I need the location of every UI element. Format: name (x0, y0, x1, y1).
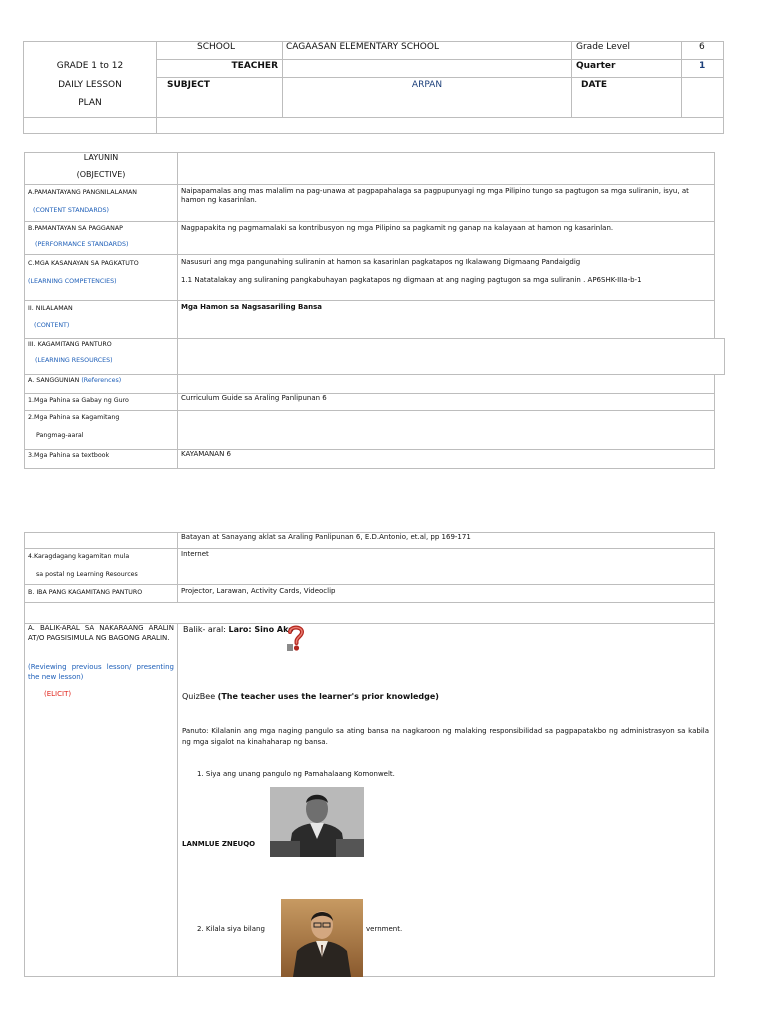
review-prefix: Balik- aral: (183, 625, 226, 634)
learning-resources-label: III. KAGAMITANG PANTURO (28, 341, 112, 348)
quiz-title: QuizBee (182, 692, 216, 701)
additional-materials-label: 4.Karagdagang kagamitan mula (28, 553, 130, 560)
references-label: A. SANGGUNIAN (28, 377, 80, 384)
textbook-label: 3.Mga Pahina sa textbook (28, 452, 110, 459)
learner-materials-value-cell (177, 410, 715, 450)
president-photo-2 (281, 899, 363, 977)
learning-competencies-label: C.MGA KASANAYAN SA PAGKATUTO (28, 260, 139, 267)
references-label-group (28, 377, 121, 385)
additional-materials-label2: sa postal ng Learning Resources (36, 571, 138, 578)
teacher-guide-value: Curriculum Guide sa Araling Panlipunan 6 (181, 394, 327, 402)
content-sublabel: (CONTENT) (34, 322, 70, 329)
content-standards-sublabel: (CONTENT STANDARDS) (33, 207, 109, 214)
references-value-cell (177, 374, 715, 394)
subject-label: SUBJECT (167, 80, 210, 90)
subject-value: ARPAN (411, 80, 443, 90)
content-label: II. NILALAMAN (28, 305, 73, 312)
plan-title-line1: GRADE 1 to 12 (56, 61, 124, 71)
blank-separator-row (24, 602, 715, 624)
additional-materials-value-cell (177, 548, 715, 585)
learning-competencies-value: Nasusuri ang mga pangunahing suliranin at hamon sa kasarinlan pagkatapos ng Ikalawang Digmaang Pandaigdig (181, 258, 581, 266)
learning-competencies-value2: 1.1 Natatalakay ang suliraning pangkabuhayan pagkatapos ng digmaan at ang naging pagtugon sa mga suliranin . AP6SHK-IIIa-b-1 (181, 276, 642, 284)
grade-label: Grade Level (576, 42, 631, 52)
review-title: Laro: Sino Ako (228, 625, 294, 634)
learner-materials-label: 2.Mga Pahina sa Kagamitang (28, 414, 120, 421)
procedure-content-cell (177, 623, 715, 977)
quiz-line (182, 692, 439, 702)
procedure-sublabel: (Reviewing previous lesson/ presenting the new lesson) (28, 663, 174, 681)
school-value: CAGAASAN ELEMENTARY SCHOOL (286, 42, 439, 52)
learner-materials-label2: Pangmag-aaral (36, 432, 84, 439)
objective-heading-line1: LAYUNIN (83, 153, 119, 162)
textbook-continued-label-cell (24, 532, 178, 549)
objective-heading-line2: (OBJECTIVE) (76, 170, 126, 179)
teacher-label: TEACHER (231, 61, 278, 71)
procedure-label: A. BALIK-ARAL SA NAKARAANG ARALIN AT/O PAGSISIMULA NG BAGONG ARALIN. (28, 624, 174, 642)
procedure-phase: (ELICIT) (44, 690, 72, 698)
grade-value: 6 (699, 42, 705, 52)
other-materials-value: Projector, Larawan, Activity Cards, Videoclip (181, 587, 336, 595)
content-standards-value: Naipapamalas ang mas malalim na pag-unawa at pagpapahalaga sa pagpupunyagi ng mga Pilipino tungo sa pagtugon sa mga suliranin, isyu, at hamon ng kasarinlan. (181, 187, 689, 204)
question-mark-icon (286, 624, 306, 652)
quiz-note: (The teacher uses the learner's prior knowledge) (217, 692, 439, 701)
learning-resources-sublabel: (LEARNING RESOURCES) (35, 357, 113, 364)
learning-competencies-sublabel: (LEARNING COMPETENCIES) (28, 278, 117, 285)
textbook-continued-value: Batayan at Sanayang aklat sa Araling Panlipunan 6, E.D.Antonio, et.al, pp 169-171 (181, 533, 471, 541)
plan-title-line2: DAILY LESSON (58, 80, 122, 90)
performance-standards-value: Nagpapakita ng pagmamalaki sa kontribusyon ng mga Pilipino sa pagkamit ng ganap na kalayaan at hamon ng kasarinlan. (181, 224, 614, 232)
textbook-value-cell (177, 449, 715, 469)
review-line (183, 625, 294, 635)
content-value: Mga Hamon sa Nagsasariling Bansa (181, 303, 322, 311)
quiz-instructions: Panuto: Kilalanin ang mga naging pangulo sa ating bansa na nagkaroon ng malaking responsibilidad sa pagpapatakbo ng administrasyon sa kabila ng mga sigalot na kinahaharap ng bansa. (182, 727, 709, 746)
performance-standards-label: B.PAMANTAYAN SA PAGGANAP (28, 225, 123, 232)
performance-standards-sublabel: (PERFORMANCE STANDARDS) (35, 241, 129, 248)
textbook-value: KAYAMANAN 6 (181, 450, 232, 458)
question-1-scrambled-answer: LANMLUE ZNEUQO (182, 840, 256, 848)
blank-cell-left (23, 117, 157, 134)
additional-materials-value: Internet (181, 550, 209, 558)
quarter-label: Quarter (576, 61, 616, 71)
other-materials-label: B. IBA PANG KAGAMITANG PANTURO (28, 589, 143, 596)
date-value-cell (681, 77, 724, 118)
question-1: 1. Siya ang unang pangulo ng Pamahalaang Komonwelt. (197, 770, 395, 778)
question-2-start: 2. Kilala siya bilang (197, 925, 265, 933)
content-standards-label: A.PAMANTAYANG PANGNILALAMAN (28, 189, 138, 196)
teacher-guide-label: 1.Mga Pahina sa Gabay ng Guro (28, 397, 129, 404)
plan-title-line3: PLAN (78, 98, 102, 108)
quarter-value: 1 (699, 61, 706, 71)
references-sublabel: (References) (81, 377, 122, 384)
date-label: DATE (581, 80, 608, 90)
teacher-value-cell (282, 59, 572, 78)
objective-heading-value-cell (177, 152, 715, 185)
president-photo-1 (270, 787, 364, 857)
learning-resources-value-cell (177, 338, 725, 375)
blank-cell-right (156, 117, 724, 134)
school-label: SCHOOL (197, 42, 235, 52)
question-2-end: vernment. (366, 925, 403, 933)
